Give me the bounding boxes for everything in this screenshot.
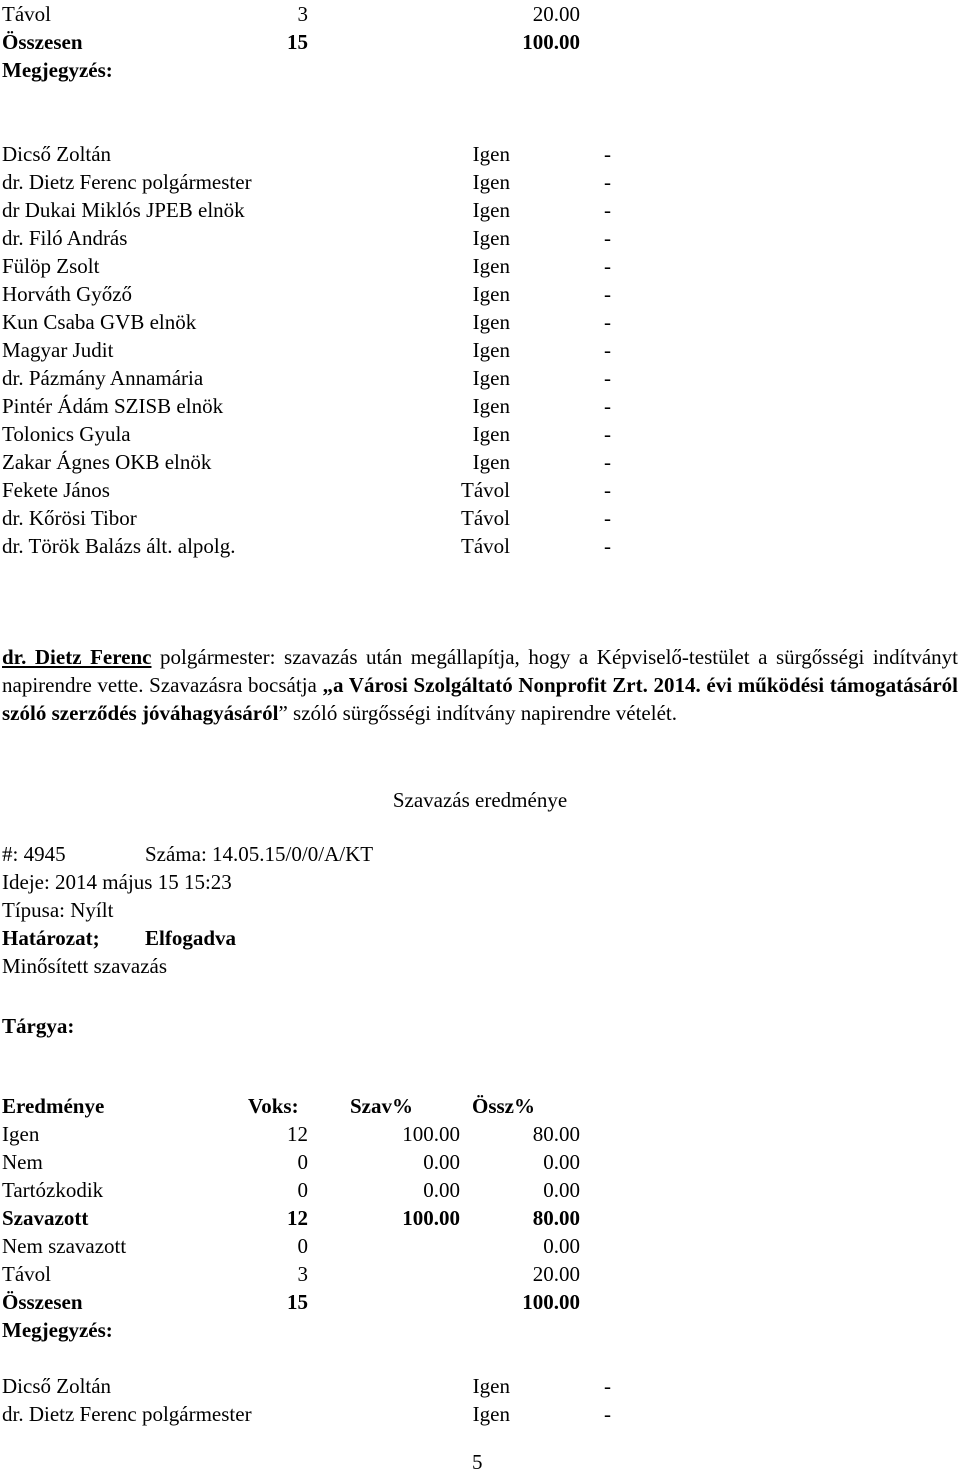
voter-name: dr. Török Balázs ált. alpolg. — [2, 534, 236, 558]
row-voks: 0 — [297, 1178, 308, 1202]
voter-vote: Igen — [472, 198, 510, 222]
voter-name: Fekete János — [2, 478, 110, 502]
voter-vote: Igen — [472, 366, 510, 390]
page-number: 5 — [472, 1450, 483, 1474]
voter-dash: - — [604, 338, 611, 362]
row-voks: 0 — [297, 1150, 308, 1174]
speaker-name: dr. Dietz Ferenc — [2, 645, 152, 669]
row-voks: 12 — [287, 1206, 308, 1230]
voter-dash: - — [604, 1374, 611, 1398]
voter-vote: Igen — [472, 394, 510, 418]
voter-vote: Igen — [472, 142, 510, 166]
voter-dash: - — [604, 534, 611, 558]
row-ossz: 100.00 — [522, 1290, 580, 1314]
voter-vote: Igen — [472, 1374, 510, 1398]
row-voks: 3 — [297, 1262, 308, 1286]
voter-dash: - — [604, 142, 611, 166]
voter-name: dr. Dietz Ferenc polgármester — [2, 1402, 252, 1426]
voter-name: Horváth Győző — [2, 282, 133, 306]
voter-dash: - — [604, 254, 611, 278]
voter-dash: - — [604, 450, 611, 474]
agenda-item-title: „a Városi Szolgáltató Nonprofit Zrt. 2014. évi működési támogatásáról szóló szerződés jóváhagyásáról — [2, 673, 958, 725]
vote-date: Ideje: 2014 május 15 15:23 — [2, 870, 232, 894]
voter-name: Dicső Zoltán — [2, 1374, 112, 1398]
paragraph-text-end: ” szóló sürgősségi indítvány napirendre vételét. — [278, 701, 677, 725]
row-label: Szavazott — [2, 1206, 89, 1230]
paragraph-text: polgármester: szavazás után megállapítja, hogy a Képviselő-testület a sürgősségi indítványt napirendre vette. Szavazásra bocsátja — [2, 645, 959, 697]
voter-name: Zakar Ágnes OKB elnök — [2, 450, 212, 474]
voter-dash: - — [604, 506, 611, 530]
voter-vote: Távol — [461, 478, 510, 502]
voter-vote: Igen — [472, 254, 510, 278]
row-label: Nem szavazott — [2, 1234, 127, 1258]
decision-value: Elfogadva — [145, 926, 237, 950]
results-note-label: Megjegyzés: — [2, 1318, 113, 1342]
row-voks: 15 — [287, 1290, 308, 1314]
voter-dash: - — [604, 282, 611, 306]
decision-label: Határozat; — [2, 926, 100, 950]
subject-label: Tárgya: — [2, 1014, 75, 1038]
results-header — [2, 1092, 548, 1120]
row-ossz: 80.00 — [532, 1206, 580, 1230]
row-ossz: 0.00 — [543, 1178, 580, 1202]
row-label: Összesen — [2, 1290, 83, 1314]
voter-dash: - — [604, 478, 611, 502]
row-ossz: 0.00 — [543, 1234, 580, 1258]
header-szav: Szav% — [350, 1094, 413, 1118]
row-szav: 100.00 — [402, 1206, 460, 1230]
voter-vote: Igen — [472, 282, 510, 306]
voter-vote: Igen — [472, 170, 510, 194]
voter-dash: - — [604, 394, 611, 418]
voter-name: Magyar Judit — [2, 338, 114, 362]
voter-name: Tolonics Gyula — [2, 422, 131, 446]
voter-dash: - — [604, 170, 611, 194]
row-ossz: 0.00 — [543, 1150, 580, 1174]
row-voks: 12 — [287, 1122, 308, 1146]
voter-name: dr. Kőrösi Tibor — [2, 506, 137, 530]
voter-name: Kun Csaba GVB elnök — [2, 310, 197, 334]
row-ossz: 80.00 — [532, 1122, 580, 1146]
row-label: Tartózkodik — [2, 1178, 104, 1202]
qualified-vote: Minősített szavazás — [2, 954, 168, 978]
voter-vote: Igen — [472, 338, 510, 362]
result-ossz: 100.00 — [522, 30, 580, 54]
voter-dash: - — [604, 198, 611, 222]
minutes-paragraph — [2, 643, 958, 727]
voter-vote: Igen — [472, 226, 510, 250]
row-szav: 0.00 — [423, 1178, 460, 1202]
header-ossz: Össz% — [472, 1094, 535, 1118]
voter-dash: - — [604, 366, 611, 390]
header-eredmenye: Eredménye — [2, 1094, 105, 1118]
vote-id: #: 4945 — [2, 842, 66, 866]
voter-name: dr. Filó András — [2, 226, 128, 250]
result-voks: 15 — [287, 30, 308, 54]
result-label: Távol — [2, 2, 51, 26]
voter-vote: Igen — [472, 422, 510, 446]
row-label: Nem — [2, 1150, 43, 1174]
top-note-label: Megjegyzés: — [2, 58, 113, 82]
voter-dash: - — [604, 422, 611, 446]
vote-number: Száma: 14.05.15/0/0/A/KT — [145, 842, 374, 866]
row-ossz: 20.00 — [532, 1262, 580, 1286]
voter-vote: Távol — [461, 506, 510, 530]
result-label: Összesen — [2, 30, 83, 54]
row-voks: 0 — [297, 1234, 308, 1258]
vote-type: Típusa: Nyílt — [2, 898, 114, 922]
voter-vote: Igen — [472, 1402, 510, 1426]
voter-dash: - — [604, 1402, 611, 1426]
vote-result-heading: Szavazás eredménye — [392, 788, 568, 812]
header-voks: Voks: — [248, 1094, 299, 1118]
row-szav: 100.00 — [402, 1122, 460, 1146]
voter-name: Dicső Zoltán — [2, 142, 112, 166]
voter-dash: - — [604, 310, 611, 334]
row-szav: 0.00 — [423, 1150, 460, 1174]
row-label: Távol — [2, 1262, 51, 1286]
result-ossz: 20.00 — [532, 2, 580, 26]
voter-name: Fülöp Zsolt — [2, 254, 100, 278]
row-label: Igen — [2, 1122, 40, 1146]
voter-vote: Igen — [472, 310, 510, 334]
voter-vote: Távol — [461, 534, 510, 558]
voter-name: dr Dukai Miklós JPEB elnök — [2, 198, 245, 222]
voter-name: Pintér Ádám SZISB elnök — [2, 394, 224, 418]
results-row-szavazott — [2, 1204, 580, 1232]
result-voks: 3 — [297, 2, 308, 26]
voter-name: dr. Dietz Ferenc polgármester — [2, 170, 252, 194]
voter-name: dr. Pázmány Annamária — [2, 366, 204, 390]
voter-dash: - — [604, 226, 611, 250]
voter-vote: Igen — [472, 450, 510, 474]
